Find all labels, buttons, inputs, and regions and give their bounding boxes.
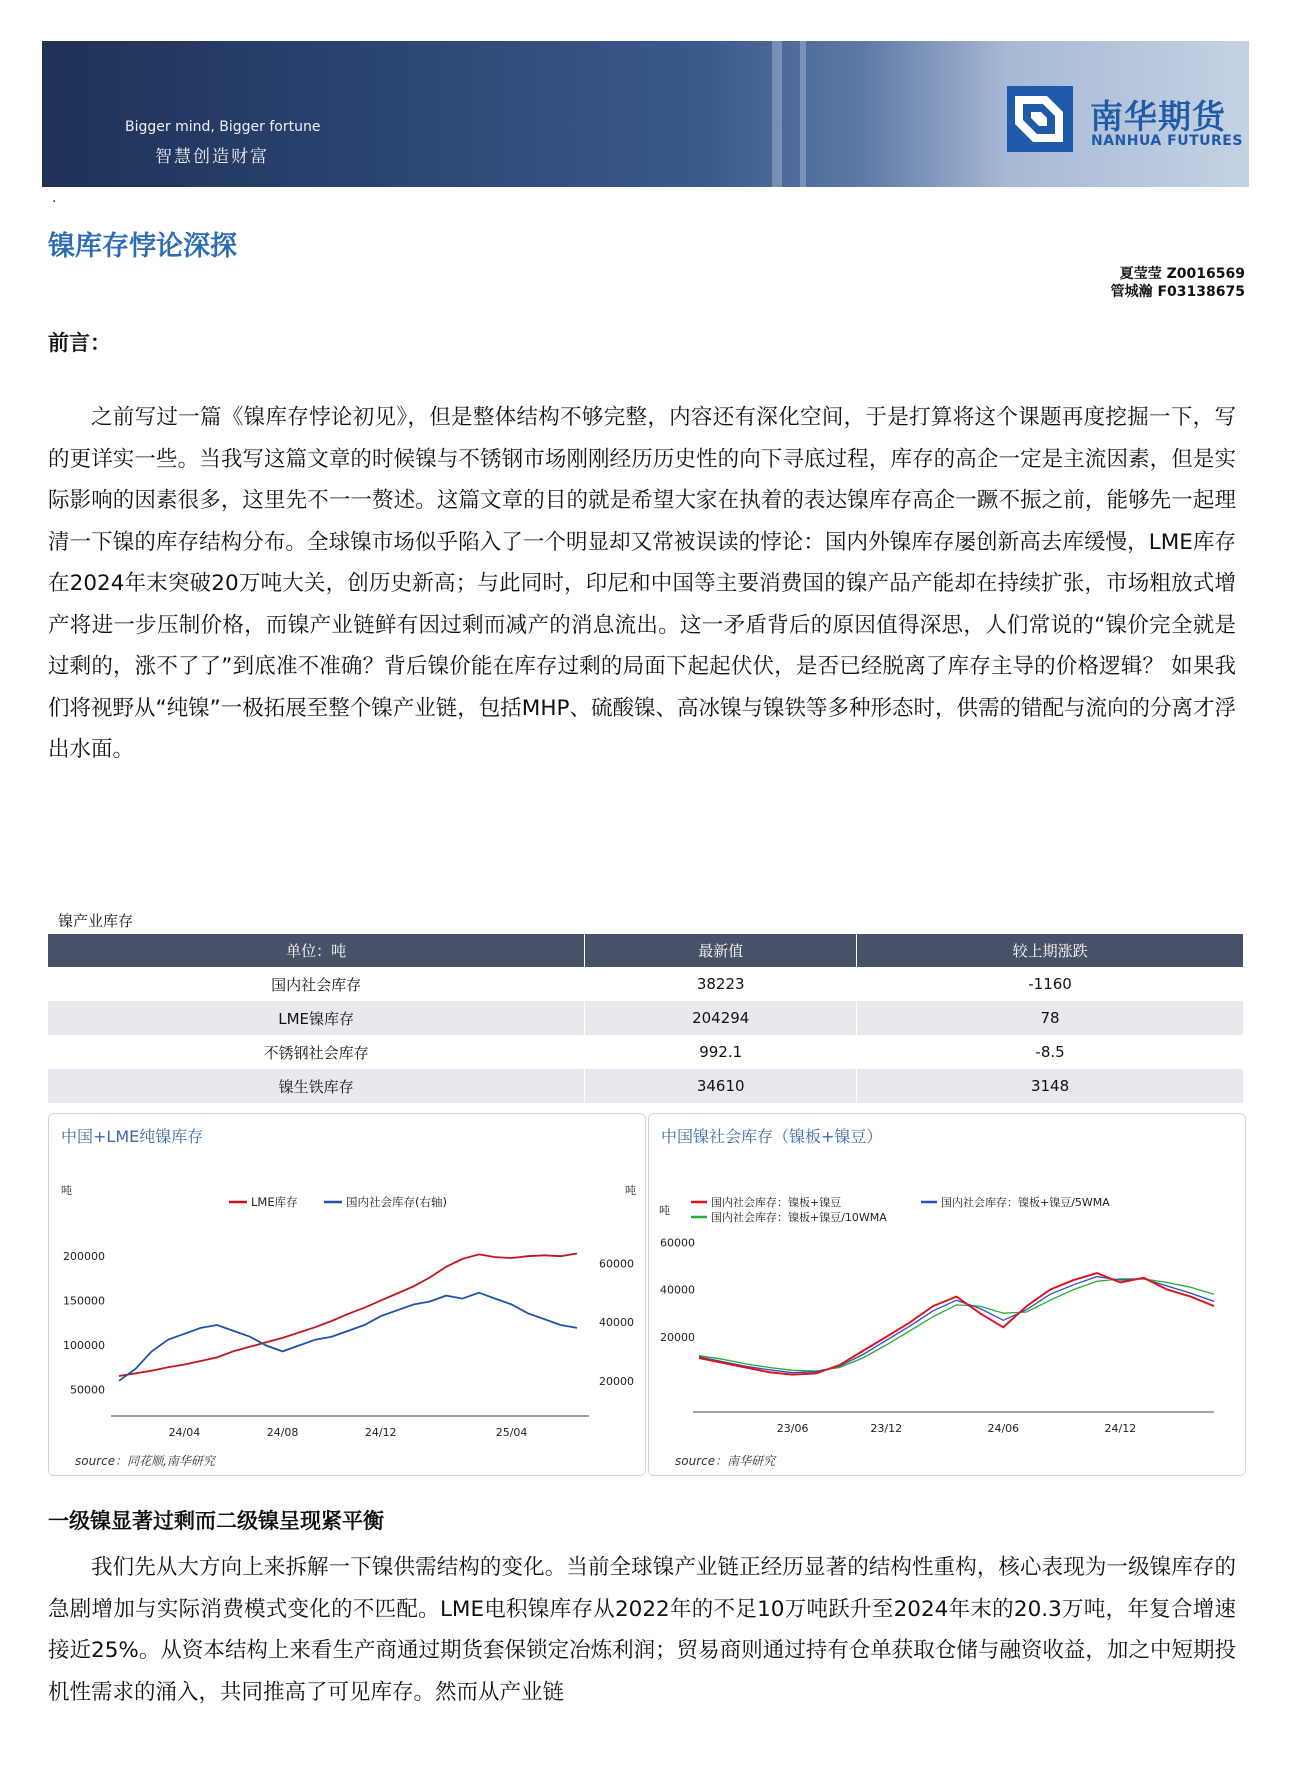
table-cell: 204294 bbox=[585, 1001, 857, 1035]
table-caption: 镍产业库存 bbox=[58, 912, 134, 930]
x-tick-label: 24/12 bbox=[364, 1426, 397, 1439]
y-tick-label-left: 150000 bbox=[63, 1294, 105, 1308]
table-cell: 3148 bbox=[857, 1069, 1244, 1103]
chart-social-inventory bbox=[649, 1114, 1245, 1475]
table-cell: 38223 bbox=[585, 967, 857, 1001]
chart-source: source：同花顺,南华研究 bbox=[75, 1454, 215, 1468]
column-header: 较上期涨跌 bbox=[857, 934, 1244, 967]
chart-panel-social-inventory bbox=[648, 1113, 1246, 1476]
x-tick-label: 23/06 bbox=[776, 1422, 809, 1435]
chart-lme-domestic bbox=[49, 1114, 645, 1475]
y-tick-label: 20000 bbox=[660, 1330, 695, 1344]
intro-paragraph: 之前写过一篇《镍库存悖论初见》，但是整体结构不够完整，内容还有深化空间，于是打算将这个课题再度挖掘一下，写的更详实一些。当我写这篇文章的时候镍与不锈钢市场刚刚经历历史性的向下寻底过程，库存的高企一定是主流因素，但是实际影响的因素很多，这里先不一一赘述。这篇文章的目的就是希望大家在执着的表达镍库存高企一蹶不振之前，能够先一起理清一下镍的库存结构分布。全球镍市场似乎陷入了一个明显却又常被误读的悖论：国内外镍库存屡创新高去库缓慢，LME库存在2024年末突破20万吨大关，创历史新高；与此同时，印尼和中国等主要消费国的镍产品产能却在持续扩张，市场粗放式增产将进一步压制价格，而镍产业链鲜有因过剩而减产的消息流出。这一矛盾背后的原因值得深思，人们常说的“镍价完全就是过剩的，涨不了了”到底准不准确？背后镍价能在库存过剩的局面下起起伏伏，是否已经脱离了库存主导的价格逻辑？ 如果我们将视野从“纯镍”一极拓展至整个镍产业链，包括MHP、硫酸镍、高冰镍与镍铁等多种形态时，供需的错配与流向的分离才浮出水面。 bbox=[48, 405, 1236, 762]
section-heading: 一级镍显著过剩而二级镍呈现紧平衡 bbox=[48, 1509, 384, 1533]
legend-label: 国内社会库存：镍板+镍豆 bbox=[711, 1196, 842, 1209]
column-header: 单位：吨 bbox=[48, 934, 585, 967]
x-tick-label: 25/04 bbox=[495, 1426, 528, 1439]
legend-label: 国内社会库存(右轴) bbox=[346, 1195, 447, 1209]
table-cell: 78 bbox=[857, 1001, 1244, 1035]
legend-label: 国内社会库存：镍板+镍豆/5WMA bbox=[941, 1196, 1110, 1209]
y-tick-label: 40000 bbox=[660, 1283, 695, 1297]
table-row bbox=[48, 1001, 1244, 1035]
chart-source: source：南华研究 bbox=[675, 1454, 776, 1468]
x-tick-label: 24/06 bbox=[987, 1422, 1020, 1435]
brand-name-en: NANHUA FUTURES bbox=[1091, 133, 1243, 149]
x-tick-label: 23/12 bbox=[870, 1422, 903, 1435]
table-cell: 992.1 bbox=[585, 1035, 857, 1069]
y-axis-label: 吨 bbox=[659, 1204, 670, 1217]
legend-label: 国内社会库存：镍板+镍豆/10WMA bbox=[711, 1211, 887, 1224]
author-1: 夏莹莹 Z0016569 bbox=[1119, 266, 1245, 282]
banner-decoration bbox=[800, 41, 806, 187]
table-cell: 国内社会库存 bbox=[48, 967, 585, 1001]
table-cell: 不锈钢社会库存 bbox=[48, 1035, 585, 1069]
table-row bbox=[48, 1035, 1244, 1069]
table-cell: LME镍库存 bbox=[48, 1001, 585, 1035]
header-banner bbox=[42, 41, 1249, 187]
y-tick-label-right: 40000 bbox=[599, 1316, 634, 1330]
document-title: 镍库存悖论深探 bbox=[48, 231, 237, 262]
slogan-en: Bigger mind, Bigger fortune bbox=[125, 119, 321, 135]
column-header: 最新值 bbox=[585, 934, 857, 967]
chart-panel-lme-domestic bbox=[48, 1113, 646, 1476]
table-cell: 镍生铁库存 bbox=[48, 1069, 585, 1103]
series-line-10wma bbox=[699, 1279, 1214, 1371]
series-line-5wma bbox=[699, 1277, 1214, 1373]
chart-title: 中国镍社会库存（镍板+镍豆） bbox=[661, 1127, 883, 1146]
table-row bbox=[48, 1069, 1244, 1103]
table-header-row bbox=[48, 934, 1244, 967]
brand-name-cn: 南华期货 bbox=[1090, 97, 1226, 136]
table-cell: 34610 bbox=[585, 1069, 857, 1103]
series-line-domestic bbox=[119, 1293, 577, 1381]
y-tick-label-right: 20000 bbox=[599, 1374, 634, 1388]
separator-dot: . bbox=[52, 190, 57, 206]
slogan-cn: 智慧创造财富 bbox=[155, 147, 269, 167]
author-2: 管城瀚 F03138675 bbox=[1110, 284, 1245, 300]
series-line-raw bbox=[699, 1273, 1214, 1375]
y-tick-label-left: 100000 bbox=[63, 1338, 105, 1352]
y-axis-label-right: 吨 bbox=[625, 1184, 636, 1197]
legend-label: LME库存 bbox=[251, 1195, 298, 1209]
x-tick-label: 24/12 bbox=[1104, 1422, 1137, 1435]
table-cell: -8.5 bbox=[857, 1035, 1244, 1069]
x-tick-label: 24/04 bbox=[168, 1426, 201, 1439]
table-cell: -1160 bbox=[857, 967, 1244, 1001]
y-tick-label-left: 50000 bbox=[70, 1383, 105, 1397]
section-paragraph: 我们先从大方向上来拆解一下镍供需结构的变化。当前全球镍产业链正经历显著的结构性重构，核心表现为一级镍库存的急剧增加与实际消费模式变化的不匹配。LME电积镍库存从2022年的不足10万吨跃升至2024年末的20.3万吨，年复合增速接近25%。从资本结构上来看生产商通过期货套保锁定冶炼利润；贸易商则通过持有仓单获取仓储与融资收益，加之中短期投机性需求的涌入，共同推高了可见库存。然而从产业链 bbox=[48, 1555, 1236, 1705]
nanhua-logo-icon bbox=[1007, 86, 1073, 152]
y-tick-label-left: 200000 bbox=[63, 1250, 105, 1264]
series-line-lme bbox=[119, 1254, 577, 1377]
y-tick-label-right: 60000 bbox=[599, 1257, 634, 1271]
table-row bbox=[48, 967, 1244, 1001]
y-tick-label: 60000 bbox=[660, 1236, 695, 1250]
y-axis-label-left: 吨 bbox=[61, 1184, 72, 1197]
inventory-table bbox=[48, 934, 1244, 1103]
x-tick-label: 24/08 bbox=[266, 1426, 299, 1439]
banner-decoration bbox=[772, 41, 782, 187]
chart-title: 中国+LME纯镍库存 bbox=[61, 1127, 204, 1146]
intro-heading: 前言： bbox=[48, 331, 111, 355]
